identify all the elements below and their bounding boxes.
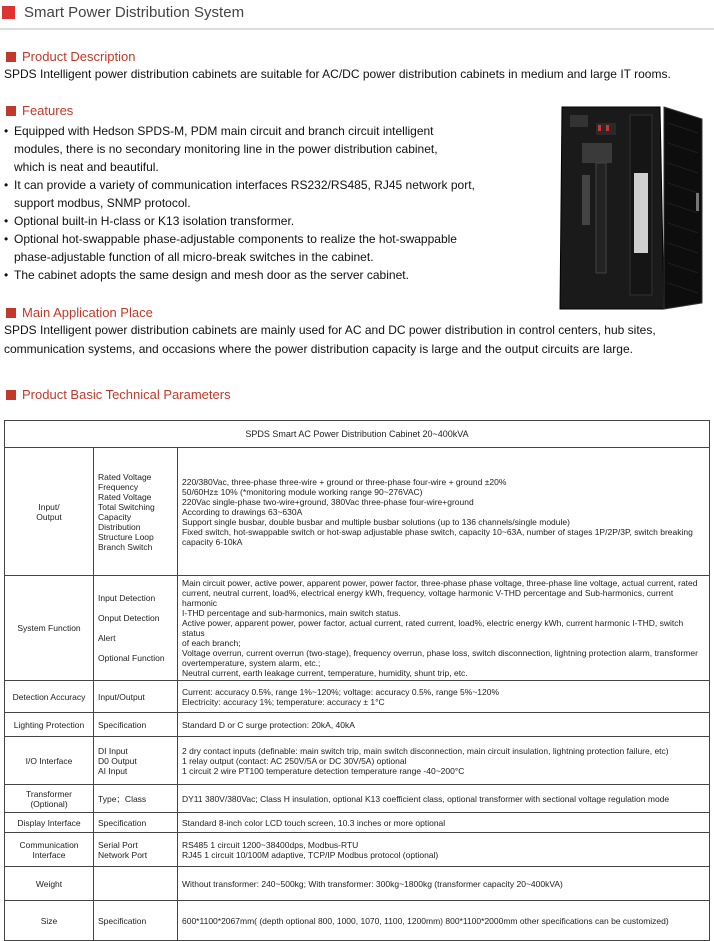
cell-line: Input/Output — [98, 691, 145, 702]
feature-line: phase-adjustable function of all micro-break switches in the cabinet. — [14, 250, 374, 264]
cell-line: Electricity: accuracy 1%; temperature: accuracy ± 1°C — [182, 696, 385, 707]
cell-line: System Function — [17, 623, 81, 633]
bullet-icon: • — [4, 124, 9, 138]
cell-line: Serial Port — [98, 839, 138, 850]
cell-line: D0 Output — [98, 755, 137, 766]
cell-line: Rated Voltage — [98, 491, 152, 502]
table-cell-sub — [94, 813, 178, 833]
table-cell-category — [5, 681, 94, 713]
table-cell-value — [178, 737, 710, 785]
cell-line: capacity 6-10kA — [182, 536, 243, 547]
cell-line: (Optional) — [30, 798, 68, 809]
feature-line: Optional built-in H-class or K13 isolation transformer. — [14, 214, 295, 228]
cell-line: DY11 380V/380Vac; Class H insulation, optional K13 coefficient class, optional transformer with sectional voltage regulation mode — [182, 793, 670, 804]
table-cell-value — [178, 867, 710, 901]
cell-line: Optional Function — [98, 653, 165, 663]
application-text — [4, 321, 656, 359]
cell-line: Branch Switch — [98, 541, 153, 552]
section-marker-icon — [6, 52, 16, 62]
cell-line: Fixed switch, hot-swappable switch or hot-swap adjustable phase switch, capacity 10~63A, number of stages 1P/2P/3P, switch breaking — [182, 526, 693, 537]
cell-line: Specification — [98, 817, 147, 828]
cell-line: 50/60Hz± 10% (*monitoring module working range 90~276VAC) — [182, 486, 423, 497]
table-cell-value — [178, 448, 710, 576]
section-heading-features: Features — [6, 103, 73, 119]
feature-line: which is neat and beautiful. — [14, 160, 159, 174]
table-cell-value — [178, 713, 710, 737]
cell-line: Standard 8-inch color LCD touch screen, 10.3 inches or more optional — [182, 817, 446, 828]
cell-line: AI Input — [98, 765, 128, 776]
table-row — [5, 681, 710, 713]
cell-line: Distribution — [98, 521, 141, 532]
cell-line: of each branch; — [182, 638, 241, 648]
cell-line: Lighting Protection — [13, 719, 85, 730]
section-heading-params: Product Basic Technical Parameters — [6, 387, 231, 403]
feature-item — [4, 266, 544, 284]
cell-line: I-THD percentage and sub-harmonics, main switch status. — [182, 608, 401, 618]
table-cell-category — [5, 713, 94, 737]
cell-line: RS485 1 circuit 1200~38400dps, Modbus-RTU — [182, 839, 359, 850]
table-cell-sub — [94, 785, 178, 813]
table-cell-value — [178, 833, 710, 867]
cell-line: overtemperature, system alarm, etc.; — [182, 658, 321, 668]
description-text: SPDS Intelligent power distribution cabinets are suitable for AC/DC power distribution cabinets in medium and large IT rooms. — [4, 67, 671, 81]
cell-line: Standard D or C surge protection: 20kA, 40kA — [182, 719, 355, 730]
table-cell-sub — [94, 737, 178, 785]
cell-line — [98, 603, 173, 613]
page-title: Smart Power Distribution System — [24, 4, 245, 21]
cell-line — [98, 643, 173, 653]
cell-line: Input/ — [38, 501, 60, 512]
table-cell-category — [5, 901, 94, 941]
bullet-icon: • — [4, 178, 9, 192]
section-marker-icon — [6, 106, 16, 116]
table-cell-sub — [94, 448, 178, 576]
table-cell-sub — [94, 867, 178, 901]
cell-line: Specification — [98, 719, 147, 730]
table-cell-value — [178, 901, 710, 941]
table-title: SPDS Smart AC Power Distribution Cabinet 20~400kVA — [5, 421, 710, 448]
parameters-table — [4, 420, 710, 941]
table-cell-sub — [94, 681, 178, 713]
cell-line: Communication — [19, 839, 79, 850]
cell-line: Current: accuracy 0.5%, range 1%~120%; voltage: accuracy 0.5%, range 5%~120% — [182, 686, 500, 697]
cell-line: Interface — [32, 849, 66, 860]
cell-line: Without transformer: 240~500kg; With transformer: 300kg~1800kg (transformer capacity 20~400kVA) — [182, 878, 563, 889]
table-cell-category — [5, 448, 94, 576]
cell-line: Input Detection — [98, 593, 156, 603]
feature-line: support modbus, SNMP protocol. — [14, 196, 191, 210]
table-cell-sub — [94, 713, 178, 737]
cell-line: Capacity — [98, 511, 132, 522]
feature-item — [4, 212, 544, 230]
cell-line: Display Interface — [17, 817, 81, 828]
application-line: communication systems, and occasions where the power distribution capacity is large and the output circuits are large. — [4, 342, 633, 356]
cell-line: current, neutral current, load%, electrical energy kWh, frequency, voltage harmonic V-THD percentage and Sub-harmonics, current harmonic — [182, 588, 674, 608]
feature-line: modules, there is no secondary monitoring line in the power distribution cabinet, — [14, 142, 438, 156]
table-cell-category — [5, 785, 94, 813]
section-marker-icon — [6, 308, 16, 318]
cell-line: Transformer — [26, 788, 72, 799]
cell-line: Voltage overrun, current overrun (two-stage), frequency overrun, phase loss, switch disconnection, lightning protection alarm, transformer — [182, 648, 698, 658]
cell-line: Type；Class — [98, 793, 147, 804]
cell-line: Active power, apparent power, power factor, actual current, rated current, load%, electric energy kWh, current harmonic I-THD, switch status — [182, 618, 684, 638]
cell-line: Total Switching — [98, 501, 155, 512]
table-row — [5, 813, 710, 833]
bullet-icon: • — [4, 214, 9, 228]
cell-line: Alert — [98, 633, 116, 643]
cell-line: Weight — [35, 878, 63, 889]
cell-line: According to drawings 63~630A — [182, 506, 303, 517]
application-line: SPDS Intelligent power distribution cabinets are mainly used for AC and DC power distribution in control centers, hub sites, — [4, 323, 656, 337]
bullet-icon: • — [4, 268, 9, 282]
title-marker-icon — [2, 6, 15, 19]
table-row — [5, 737, 710, 785]
feature-item — [4, 230, 544, 266]
table-cell-sub — [94, 576, 178, 681]
cell-line: Main circuit power, active power, apparent power, power factor, three-phase phase voltage, three-phase line voltage, actual current, rated — [182, 578, 698, 588]
table-cell-value — [178, 681, 710, 713]
table-row — [5, 713, 710, 737]
table-cell-sub — [94, 833, 178, 867]
cell-line: 220Vac single-phase two-wire+ground, 380Vac three-phase four-wire+ground — [182, 496, 474, 507]
cell-line: Specification — [98, 915, 147, 926]
section-heading-description: Product Description — [6, 49, 135, 65]
cell-line: Neutral current, earth leakage current, temperature, humidity, shunt trip, etc. — [182, 668, 468, 678]
table-cell-category — [5, 867, 94, 901]
table-row — [5, 576, 710, 681]
table-cell-value — [178, 785, 710, 813]
feature-line: The cabinet adopts the same design and mesh door as the server cabinet. — [14, 268, 409, 282]
cell-line — [98, 879, 173, 889]
feature-line: It can provide a variety of communication interfaces RS232/RS485, RJ45 network port, — [14, 178, 475, 192]
cell-line: 220/380Vac, three-phase three-wire + ground or three-phase four-wire + ground ±20% — [182, 476, 507, 487]
cell-line: Detection Accuracy — [12, 691, 86, 702]
cell-line: I/O Interface — [25, 755, 73, 766]
table-row — [5, 448, 710, 576]
header-divider — [0, 28, 714, 30]
cell-line: 2 dry contact inputs (definable: main switch trip, main switch disconnection, main circuit insulation, lightning protection failure, etc) — [182, 745, 669, 756]
page-header — [0, 0, 714, 32]
table-row — [5, 785, 710, 813]
cell-line: DI Input — [98, 745, 128, 756]
cell-line: 1 circuit 2 wire PT100 temperature detection temperature range -40~200°C — [182, 765, 465, 776]
table-row — [5, 833, 710, 867]
section-marker-icon — [6, 390, 16, 400]
feature-item — [4, 176, 544, 212]
cell-line: Frequency — [98, 481, 139, 492]
table-cell-category — [5, 576, 94, 681]
cell-line: Output — [36, 511, 62, 522]
features-list — [4, 122, 544, 284]
feature-line: Optional hot-swappable phase-adjustable components to realize the hot-swappable — [14, 232, 457, 246]
cell-line: Size — [40, 915, 58, 926]
table-cell-category — [5, 737, 94, 785]
table-cell-category — [5, 813, 94, 833]
cell-line: Structure Loop — [98, 531, 154, 542]
cell-line: RJ45 1 circuit 10/100M adaptive, TCP/IP Modbus protocol (optional) — [182, 849, 439, 860]
cell-line: Onput Detection — [98, 613, 160, 623]
feature-line: Equipped with Hedson SPDS-M, PDM main circuit and branch circuit intelligent — [14, 124, 434, 138]
table-row — [5, 901, 710, 941]
feature-item — [4, 122, 544, 176]
cabinet-image — [552, 103, 712, 313]
section-heading-application: Main Application Place — [6, 305, 153, 321]
cell-line: 1 relay output (contact: AC 250V/5A or DC 30V/5A) optional — [182, 755, 407, 766]
cell-line: Network Port — [98, 849, 148, 860]
cell-line: Support single busbar, double busbar and multiple busbar solutions (up to 136 channels/single module) — [182, 516, 570, 527]
cell-line — [98, 623, 173, 633]
bullet-icon: • — [4, 232, 9, 246]
table-cell-category — [5, 833, 94, 867]
table-cell-value — [178, 576, 710, 681]
cell-line: 600*1100*2067mm( (depth optional 800, 1000, 1070, 1100, 1200mm) 800*1100*2000mm other specifications can be customized) — [182, 915, 669, 926]
table-cell-value — [178, 813, 710, 833]
table-cell-sub — [94, 901, 178, 941]
table-row — [5, 867, 710, 901]
cell-line: Rated Voltage — [98, 471, 152, 482]
